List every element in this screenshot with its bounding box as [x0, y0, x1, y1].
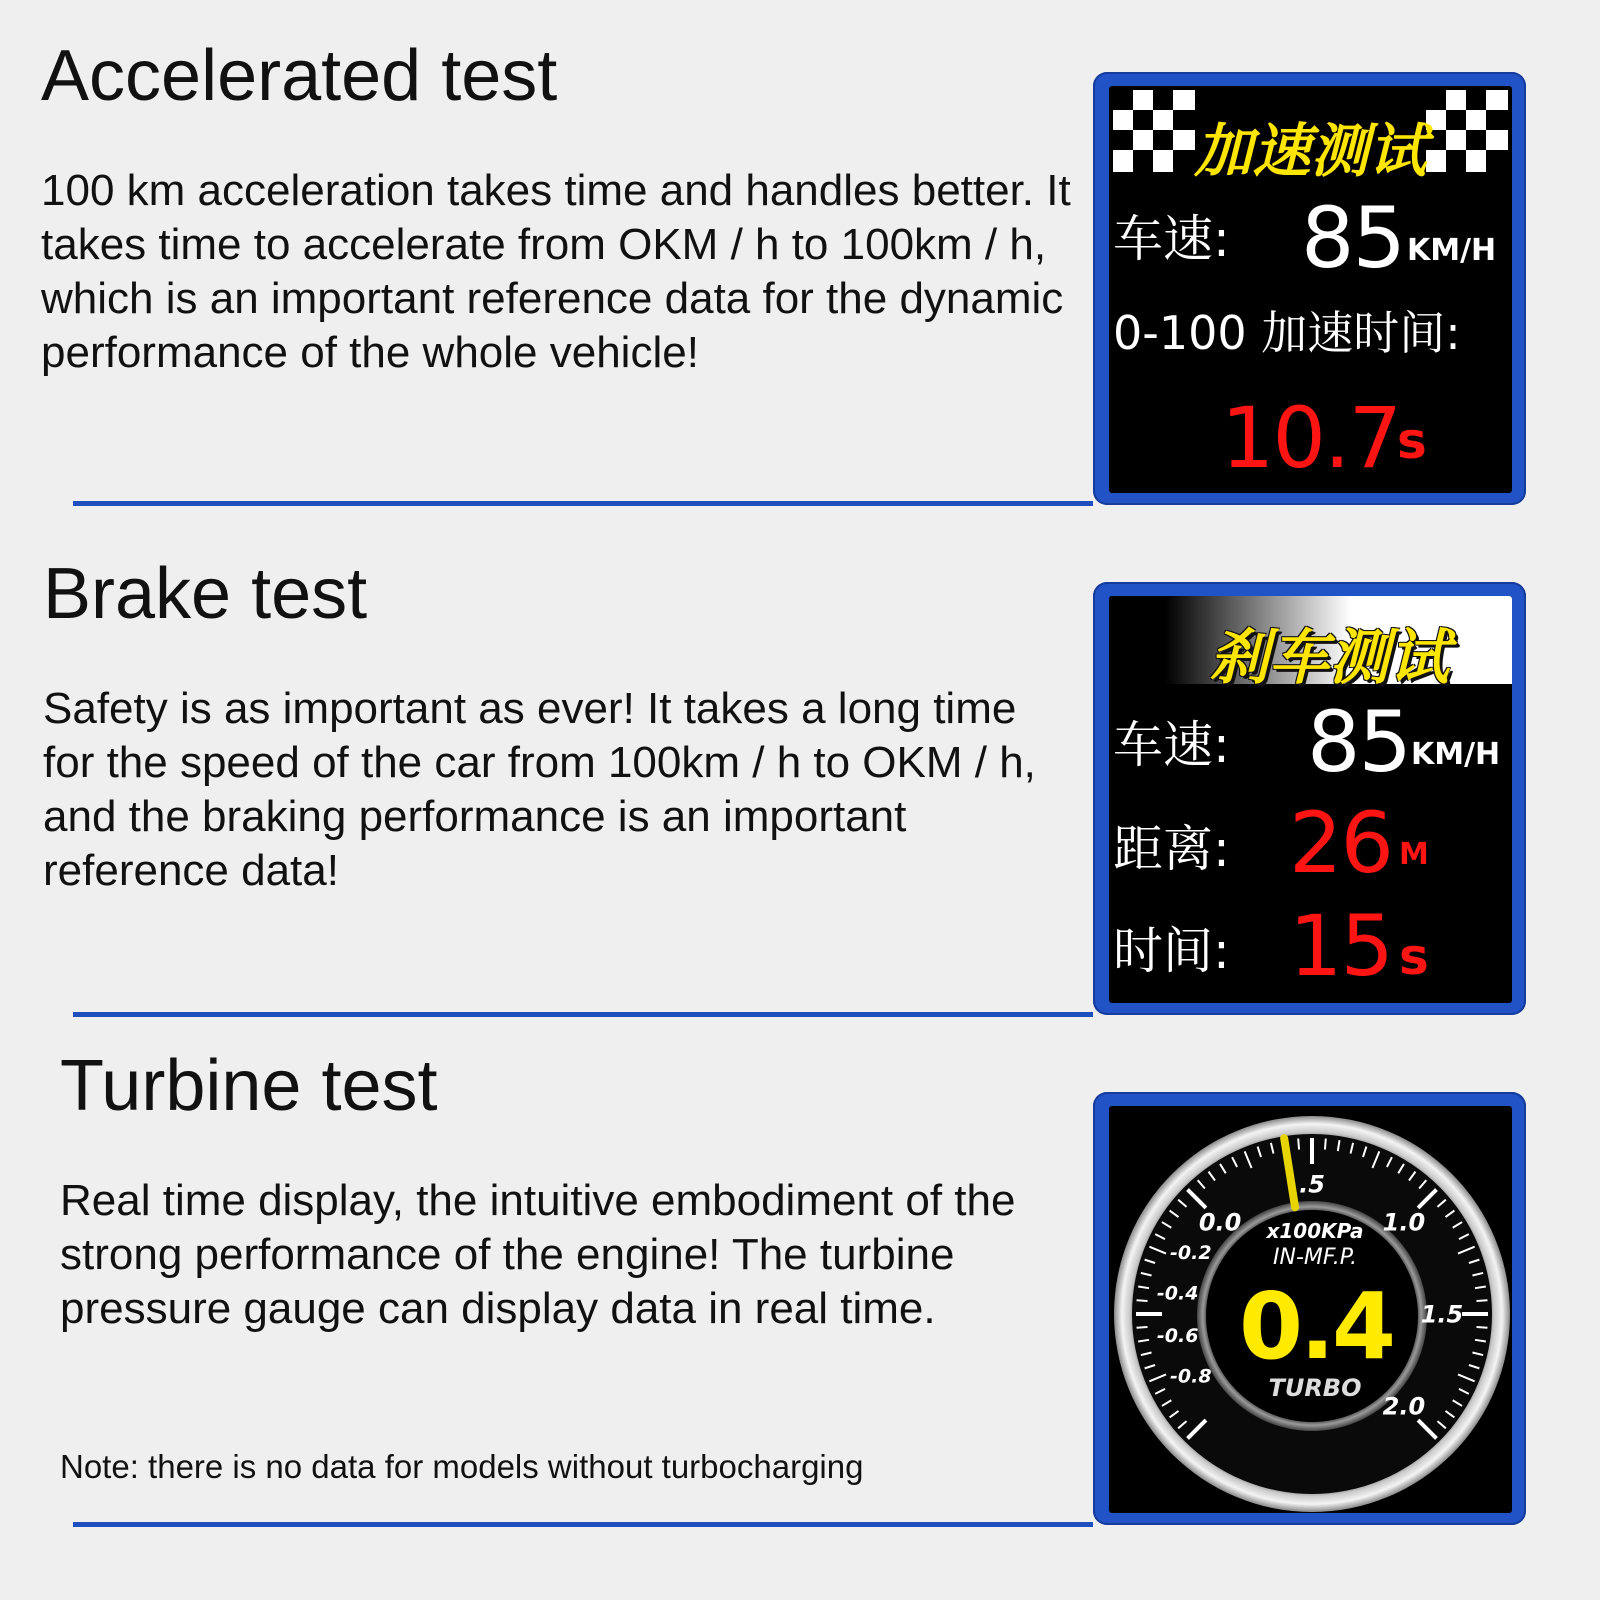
brake-screen-title: 刹车测试: [1209, 623, 1449, 693]
brake-time-label: 时间:: [1113, 922, 1230, 980]
turbo-gauge: [1109, 1106, 1512, 1513]
turbine-test-section: [0, 1020, 1600, 1580]
gauge-tick: [1137, 1327, 1148, 1328]
acceleration-time-label: 0-100 加速时间:: [1113, 306, 1461, 360]
gauge-tick: [1476, 1327, 1487, 1328]
speed-unit: KM/H: [1411, 737, 1501, 772]
gauge-unit-line1: x100KPa: [1266, 1219, 1364, 1243]
turbine-test-description: Real time display, the intuitive embodiment of the strong performance of the engine! The turbine pressure gauge can display data in real time.: [60, 1176, 1016, 1333]
speed-label: 车速:: [1113, 716, 1230, 774]
gauge-scale-label: 0.0: [1198, 1208, 1242, 1237]
turbo-gauge-screen: [1109, 1106, 1512, 1513]
speed-value: 85: [1307, 693, 1410, 791]
gauge-scale-label: -0.8: [1170, 1365, 1212, 1388]
gauge-tick: [1325, 1139, 1326, 1150]
brake-time-unit: s: [1399, 928, 1429, 986]
gauge-tick: [1476, 1300, 1487, 1301]
distance-value: 26: [1289, 794, 1392, 892]
section-divider: [73, 1522, 1093, 1527]
speed-unit: KM/H: [1407, 233, 1497, 268]
turbo-gauge-frame: [1093, 1092, 1526, 1525]
distance-unit: M: [1399, 837, 1429, 872]
acceleration-time-unit: s: [1397, 412, 1427, 470]
brake-screen-frame: [1093, 582, 1526, 1015]
turbocharging-note: Note: there is no data for models without turbocharging: [60, 1448, 864, 1485]
speed-value: 85: [1301, 189, 1404, 287]
gauge-scale-label: .5: [1299, 1170, 1325, 1199]
accelerated-test-description: 100 km acceleration takes time and handles better. It takes time to accelerate from OKM / h to 100km / h, which is an important reference data for the dynamic performance of the whole vehicle!: [41, 166, 1071, 377]
brake-test-section: [0, 510, 1600, 1020]
gauge-caption: TURBO: [1268, 1374, 1362, 1402]
gauge-scale-label: -0.2: [1170, 1241, 1212, 1264]
brake-screen: [1109, 596, 1512, 1003]
gauge-unit-line2: IN-MF.P.: [1273, 1245, 1357, 1270]
acceleration-screen-frame: [1093, 72, 1526, 505]
brake-time-value: 15: [1289, 897, 1392, 995]
accelerated-test-title: Accelerated test: [41, 36, 558, 116]
gauge-scale-label: 2.0: [1382, 1392, 1426, 1421]
speed-label: 车速:: [1113, 210, 1230, 268]
brake-test-description: Safety is as important as ever! It takes a long time for the speed of the car from 100km / h to OKM / h, and the braking performance is an important reference data!: [43, 684, 1036, 895]
acceleration-screen-title: 加速测试: [1194, 117, 1427, 185]
acceleration-screen: [1109, 86, 1512, 493]
section-divider: [73, 501, 1093, 506]
turbine-test-title: Turbine test: [60, 1046, 438, 1126]
gauge-scale-label: 1.0: [1382, 1208, 1426, 1237]
acceleration-time-value: 10.7: [1221, 389, 1401, 487]
section-divider: [73, 1012, 1093, 1017]
brake-test-title: Brake test: [43, 554, 368, 634]
gauge-scale-label: -0.4: [1156, 1282, 1199, 1305]
accelerated-test-section: [0, 0, 1600, 510]
gauge-tick: [1298, 1139, 1299, 1150]
gauge-scale-label: 1.5: [1420, 1300, 1464, 1329]
gauge-tick: [1137, 1300, 1148, 1301]
gauge-value: 0.4: [1239, 1273, 1393, 1380]
distance-label: 距离:: [1113, 820, 1230, 878]
gauge-scale-label: -0.6: [1156, 1324, 1199, 1347]
